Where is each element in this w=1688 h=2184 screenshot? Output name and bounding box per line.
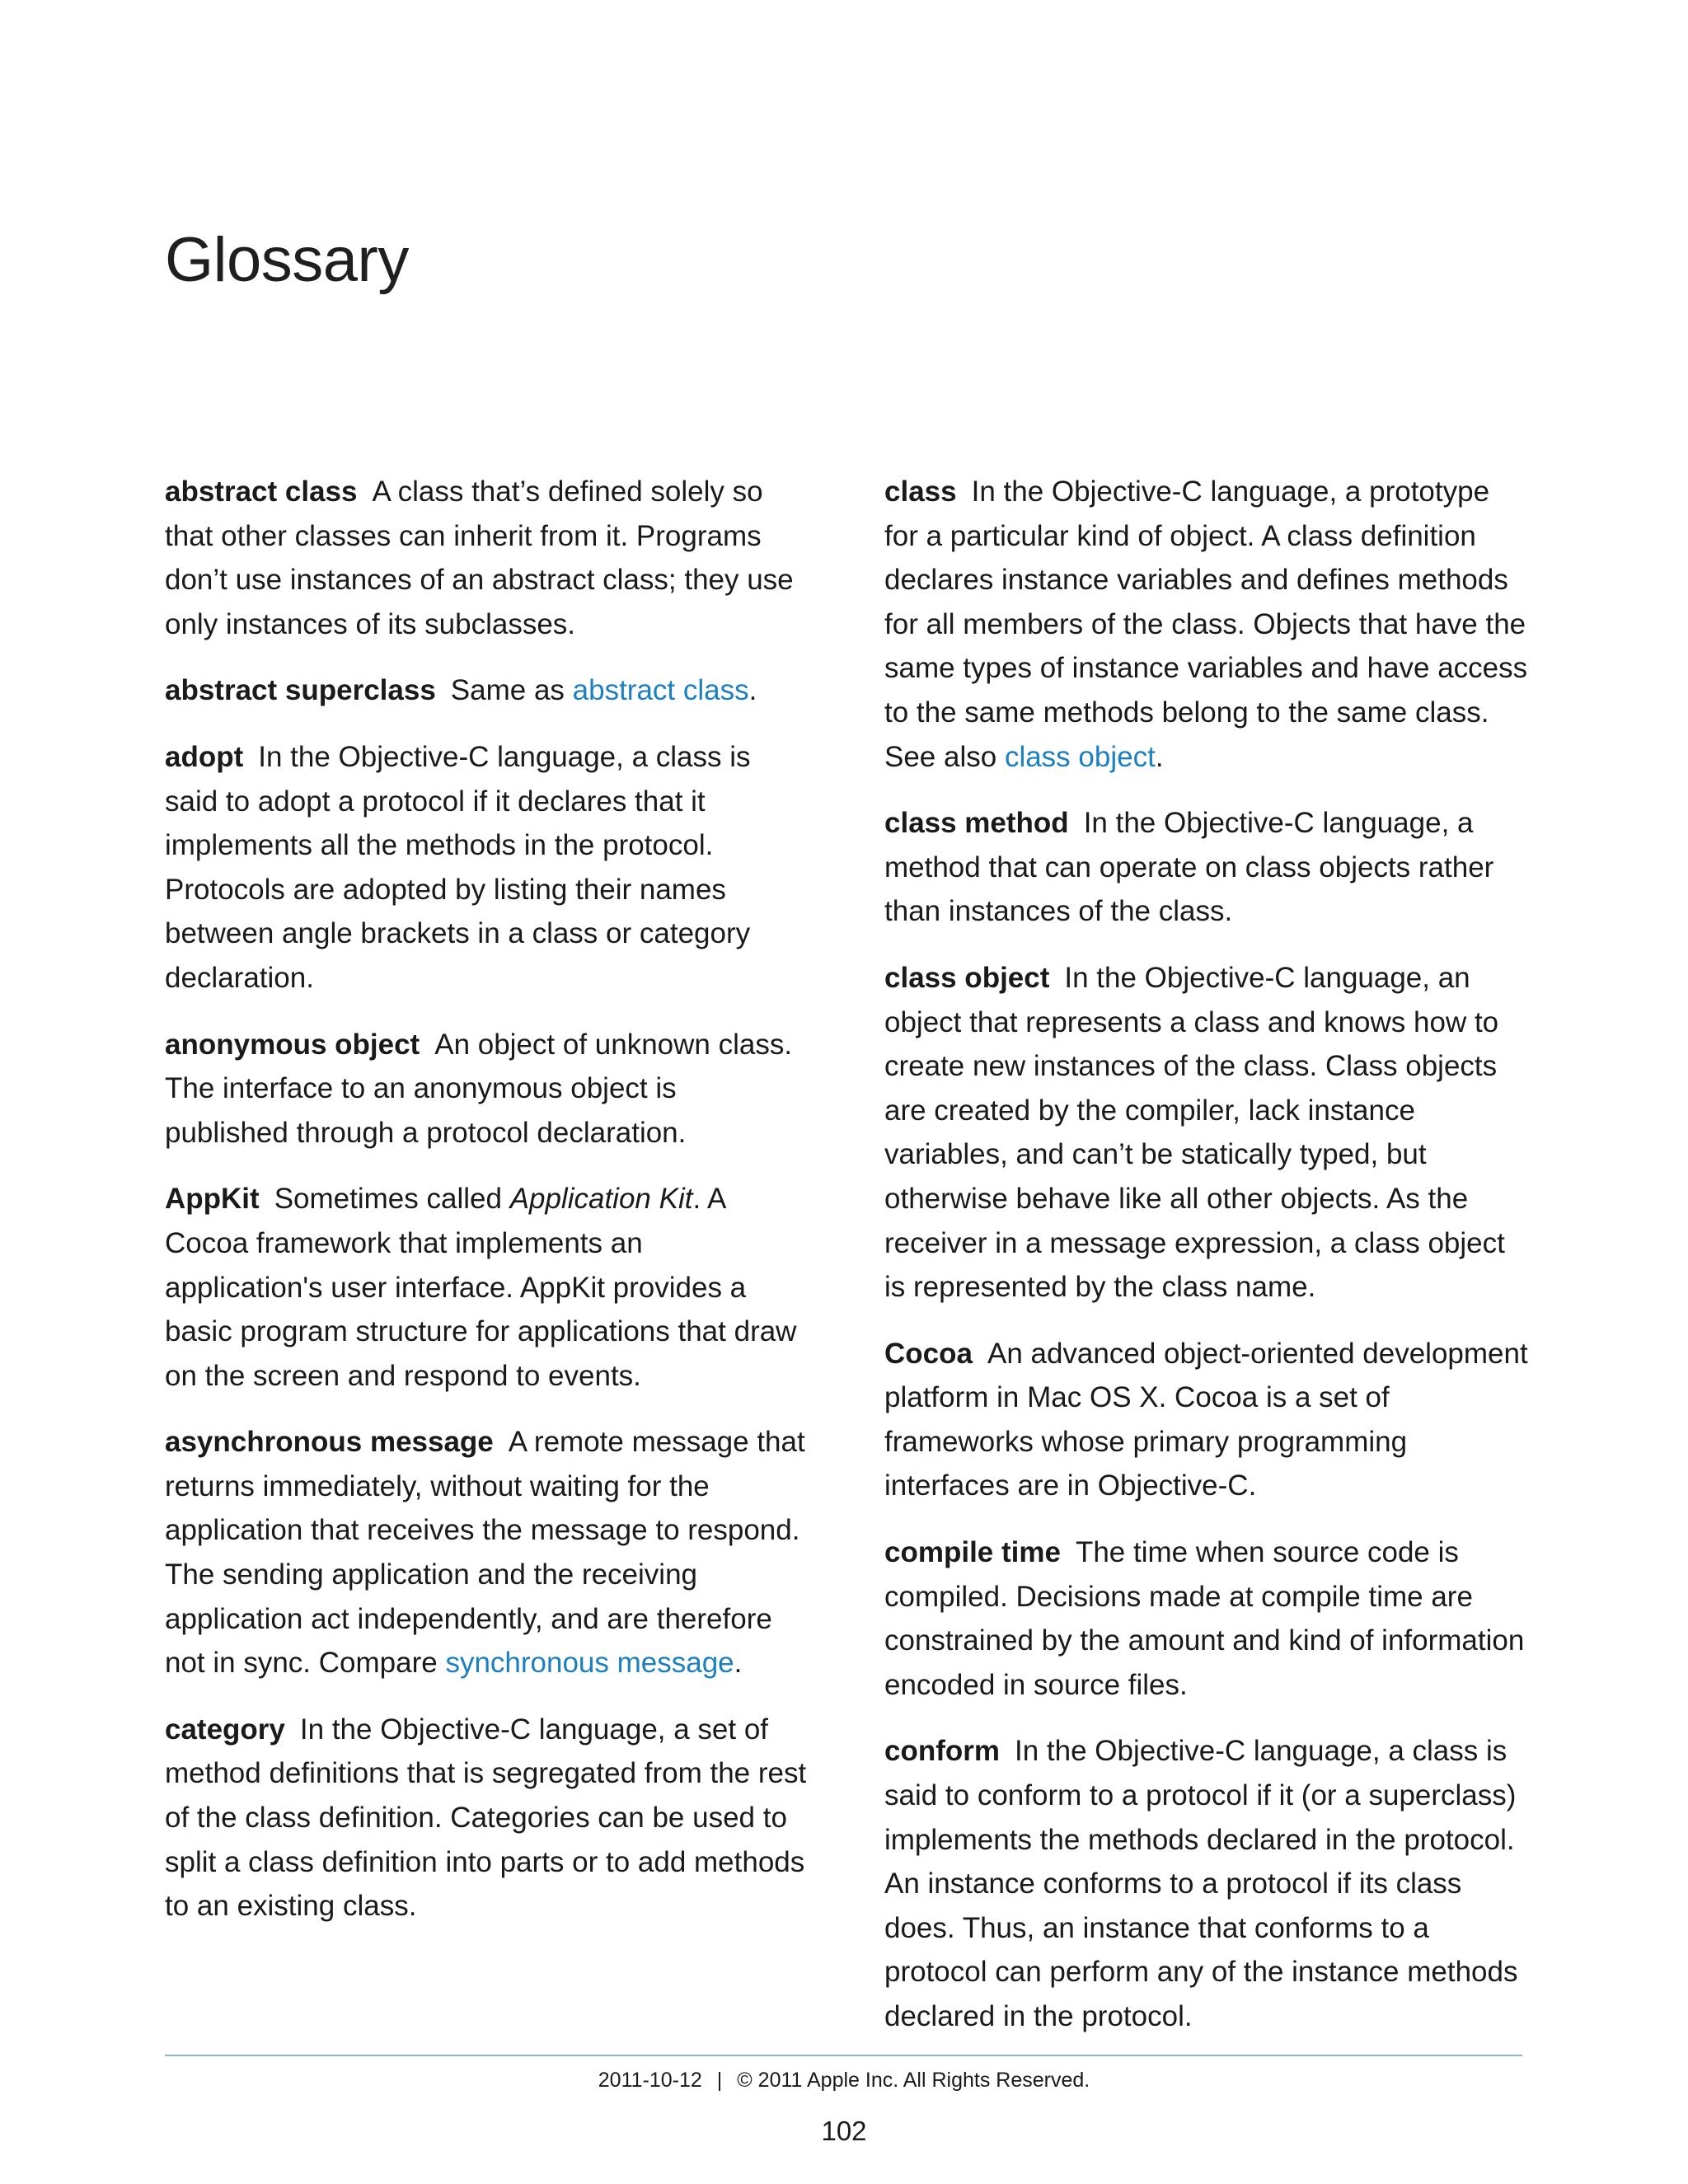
synchronous-message-link[interactable]: synchronous message	[445, 1647, 734, 1680]
footer-divider	[165, 2055, 1522, 2056]
glossary-definition: In the Objective-C language, a set of method definitions that is segregated from the rest of the class definition. Categories can be used to split a class definition into parts or to add methods to an existing class.	[165, 1713, 807, 1923]
glossary-definition: In the Objective-C language, a class is said to conform to a protocol if it (or a superclass) implements the methods declared in the protocol. An instance conforms to a protocol if its class does. Thus, an instance that conforms to a protocol can perform any of the instance methods declared in the protocol.	[884, 1735, 1518, 2032]
glossary-term: conform	[884, 1735, 1000, 1768]
glossary-entry-adopt	[165, 735, 808, 1001]
glossary-term: adopt	[165, 740, 244, 773]
glossary-term: compile time	[884, 1536, 1061, 1569]
glossary-entry-class-object	[884, 956, 1529, 1310]
glossary-definition: In the Objective-C language, a method that can operate on class objects rather than instances of the class.	[884, 807, 1494, 928]
footer	[0, 2069, 1688, 2093]
glossary-entry-cocoa	[884, 1332, 1529, 1508]
glossary-term: abstract class	[165, 476, 358, 508]
glossary-definition: The time when source code is compiled. Decisions made at compile time are constrained by the amount and kind of information encoded in source files.	[884, 1536, 1525, 1701]
footer-separator: |	[716, 2069, 723, 2092]
glossary-term: class method	[884, 807, 1069, 840]
glossary-definition-end: .	[748, 674, 757, 707]
glossary-term: asynchronous message	[165, 1426, 494, 1459]
glossary-column-right	[884, 470, 1529, 2061]
glossary-definition-end: .	[734, 1647, 743, 1680]
glossary-term: class	[884, 476, 957, 508]
glossary-entry-anonymous-object	[165, 1023, 808, 1155]
footer-date: 2011-10-12	[598, 2069, 702, 2092]
glossary-term: class object	[884, 961, 1050, 994]
glossary-definition-end: . A Cocoa framework that implements an application's user interface. AppKit provides a basic program structure for applications that draw on the screen and respond to events.	[165, 1183, 797, 1392]
footer-copyright: © 2011 Apple Inc. All Rights Reserved.	[737, 2069, 1090, 2092]
glossary-definition: In the Objective-C language, an object that represents a class and knows how to create new instances of the class. Class objects are created by the compiler, lack instance variables, and can’t be statically typed, but otherwise behave like all other objects. As the receiver in a message expression, a class object is represented by the class name.	[884, 961, 1505, 1304]
glossary-italic-term: Application Kit	[509, 1183, 693, 1216]
page-number: 102	[821, 2116, 867, 2146]
glossary-definition: A remote message that returns immediately, without waiting for the application that receives the message to respond. The sending application and the receiving application act independently, and are therefore not in sync. Compare	[165, 1426, 805, 1680]
glossary-entry-abstract-class	[165, 470, 808, 646]
glossary-definition: Same as	[450, 674, 573, 707]
glossary-entry-category	[165, 1708, 808, 1929]
glossary-entry-abstract-superclass	[165, 668, 808, 713]
glossary-term: abstract superclass	[165, 674, 436, 707]
glossary-entry-appkit	[165, 1177, 808, 1398]
glossary-definition: An advanced object-oriented development platform in Mac OS X. Cocoa is a set of frameworks whose primary programming interfaces are in Objective-C.	[884, 1337, 1528, 1502]
glossary-definition: An object of unknown class. The interface to an anonymous object is published through a protocol declaration.	[165, 1028, 793, 1149]
glossary-definition: In the Objective-C language, a prototype for a particular kind of object. A class definition declares instance variables and defines methods for all members of the class. Objects that have the same types of instance variables and have access to the same methods belong to the same class. See also	[884, 476, 1528, 773]
glossary-entry-asynchronous-message	[165, 1420, 808, 1685]
glossary-definition: In the Objective-C language, a class is said to adopt a protocol if it declares that it implements all the methods in the protocol. Protocols are adopted by listing their names between angle brackets in a class or category declaration.	[165, 740, 751, 994]
glossary-entry-compile-time	[884, 1530, 1529, 1707]
glossary-entry-conform	[884, 1729, 1529, 2038]
glossary-column-left	[165, 470, 808, 1951]
page-title: Glossary	[165, 225, 409, 295]
class-object-link[interactable]: class object	[1004, 740, 1156, 773]
glossary-entry-class	[884, 470, 1529, 779]
glossary-entry-class-method	[884, 801, 1529, 934]
glossary-term: category	[165, 1713, 285, 1746]
glossary-term: anonymous object	[165, 1028, 420, 1061]
abstract-class-link[interactable]: abstract class	[572, 674, 749, 707]
glossary-definition: Sometimes called	[274, 1183, 510, 1216]
glossary-term: AppKit	[165, 1183, 260, 1216]
glossary-definition-end: .	[1155, 740, 1164, 773]
glossary-definition: A class that’s defined solely so that other classes can inherit from it. Programs don’t use instances of an abstract class; they use only instances of its subclasses.	[165, 476, 794, 640]
glossary-term: Cocoa	[884, 1337, 973, 1370]
